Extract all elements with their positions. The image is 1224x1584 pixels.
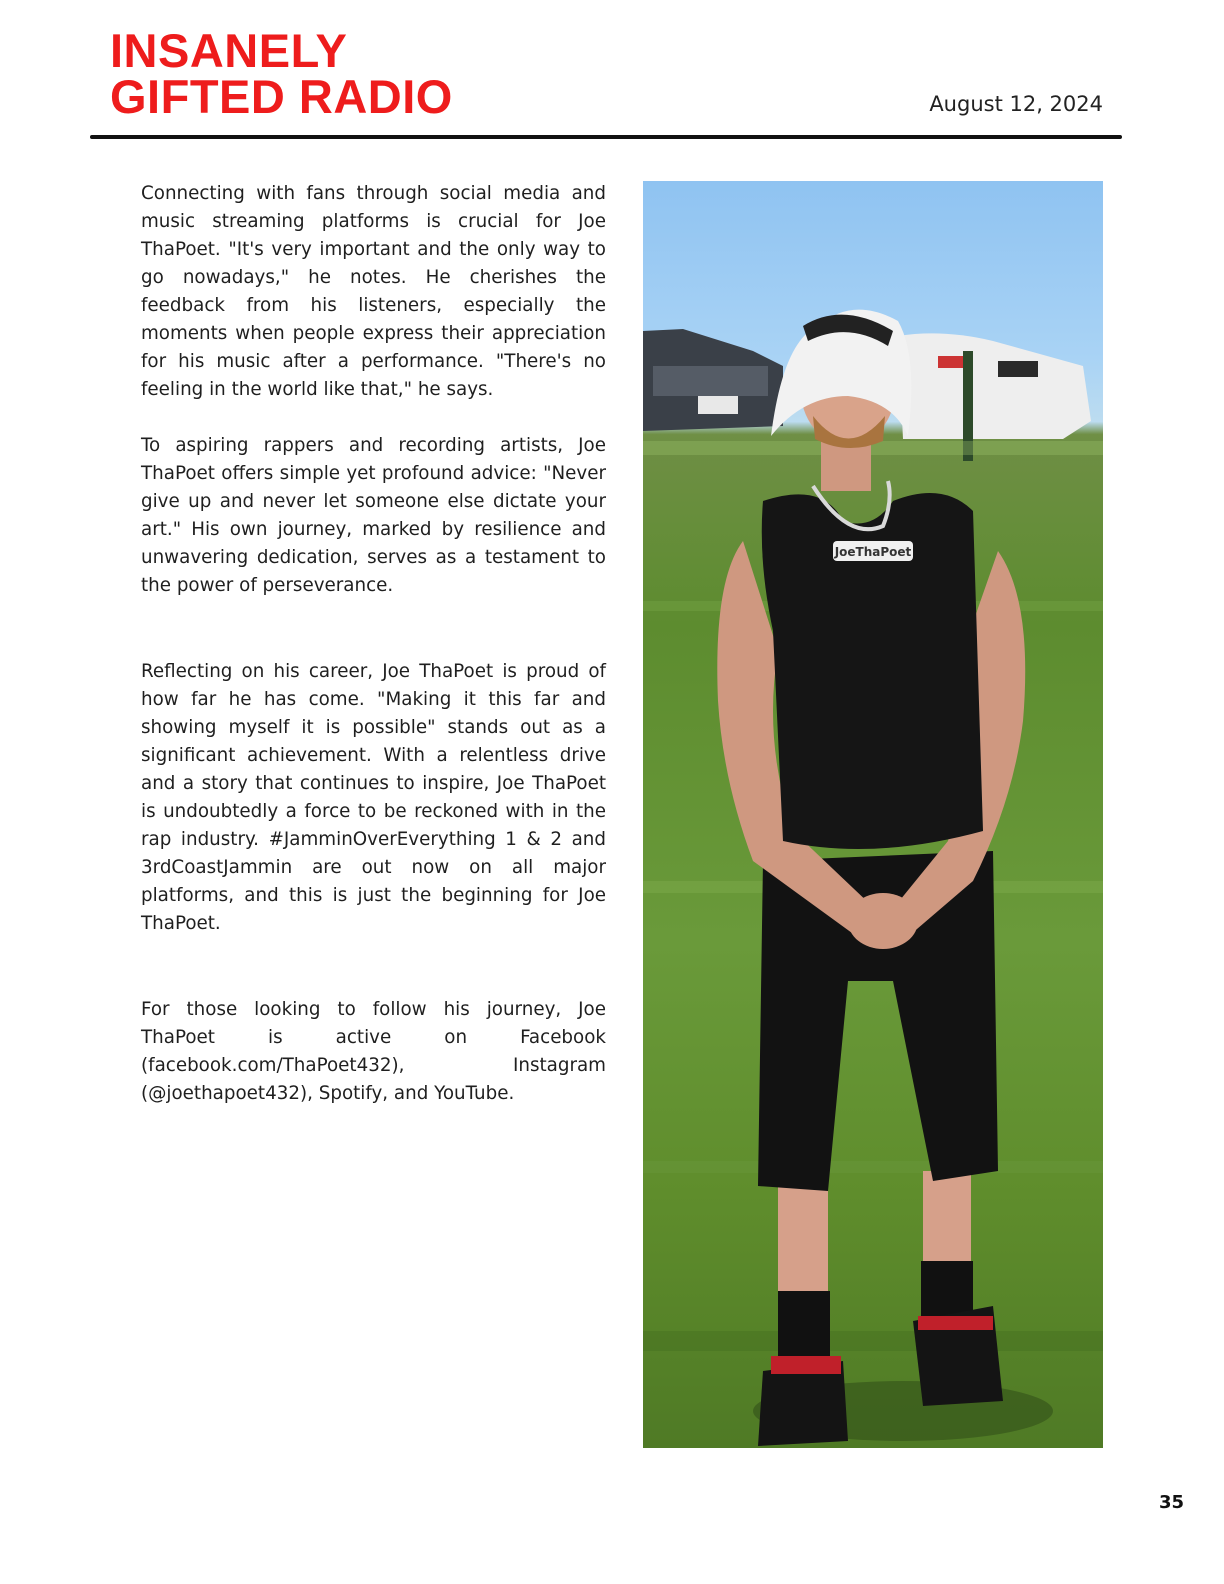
- masthead-title: [110, 24, 453, 123]
- article-paragraph-2: To aspiring rappers and recording artists, Joe ThaPoet offers simple yet profound advice: "Never give up and never let someone else dictate your art." His own journey, marked by resilience and unwavering dedication, serves as a testament to the power of perseverance.: [141, 435, 606, 596]
- article-paragraph-4: For those looking to follow his journey, Joe ThaPoet is active on Facebook (facebook.com/ThaPoet432), Instagram (@joethapoet432), Spotify, and YouTube.: [141, 999, 606, 1104]
- artist-photo: [643, 181, 1103, 1448]
- page-number: 35: [1158, 1492, 1184, 1513]
- article-body: [141, 180, 606, 1108]
- masthead-line-1: INSANELY: [110, 24, 348, 77]
- article-paragraph-1: Connecting with fans through social media and music streaming platforms is crucial for Joe ThaPoet. "It's very important and the only way to go nowadays," he notes. He cherishes the feedback from his listeners, especially the moments when people express their appreciation for his music after a performance. "There's no feeling in the world like that," he says.: [141, 183, 606, 400]
- header-divider: [90, 135, 1122, 139]
- artist-figure: [717, 310, 1025, 1446]
- masthead-line-2: GIFTED RADIO: [110, 70, 453, 123]
- necklace-pendant-text: JoeThaPoet: [834, 545, 912, 559]
- artist-photo-illustration: [643, 181, 1103, 1448]
- article-paragraph-3: Reflecting on his career, Joe ThaPoet is proud of how far he has come. "Making it this far and showing myself it is possible" stands out as a significant achievement. With a relentless drive and a story that continues to inspire, Joe ThaPoet is undoubtedly a force to be reckoned with in the rap industry. #JamminOverEverything 1 & 2 and 3rdCoastJammin are out now on all major platforms, and this is just the beginning for Joe ThaPoet.: [141, 661, 606, 934]
- issue-date: August 12, 2024: [929, 92, 1103, 116]
